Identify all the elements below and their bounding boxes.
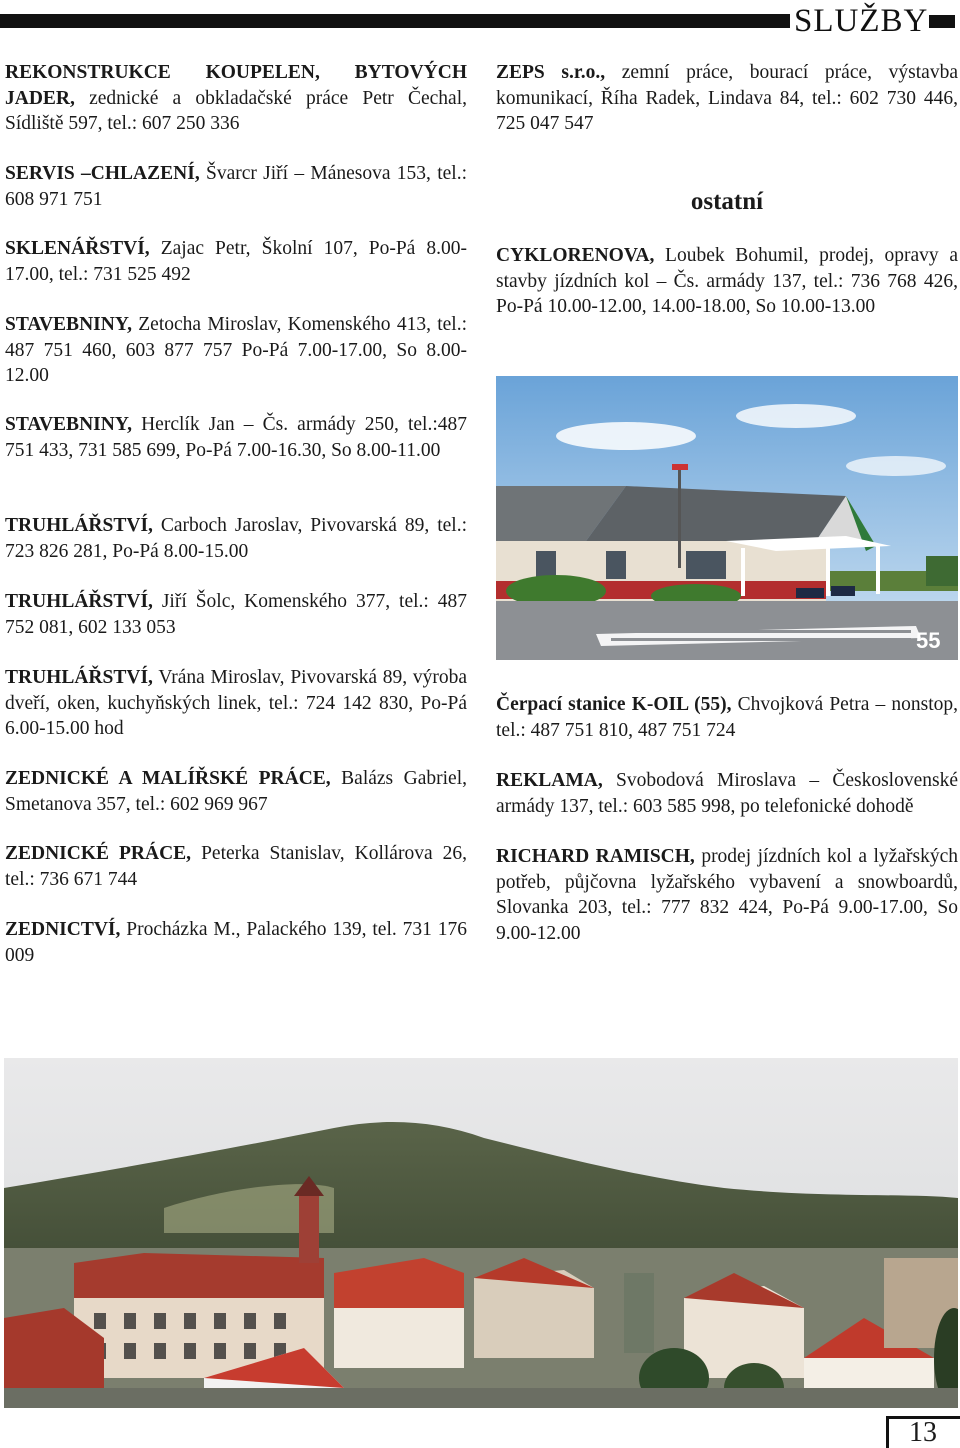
entry-name: REKLAMA, [496, 770, 603, 791]
entry-name: SKLENÁŘSTVÍ, [5, 238, 150, 259]
entry-name: CYKLORENOVA, [496, 245, 655, 266]
entry-name: STAVEBNINY, [5, 314, 132, 335]
directory-entry [5, 60, 467, 137]
directory-entry [5, 312, 467, 389]
entry-name: ZEDNICTVÍ, [5, 919, 121, 940]
entry-name: ZEPS s.r.o., [496, 62, 606, 83]
header-rule [0, 14, 790, 28]
page-number-box [886, 1414, 960, 1448]
section-heading: ostatní [690, 188, 764, 215]
entry-name: ZEDNICKÉ A MALÍŘSKÉ PRÁCE, [5, 768, 331, 789]
entry-name: SERVIS –CHLAZENÍ, [5, 163, 200, 184]
entry-name: Čerpací stanice K-OIL (55), [496, 694, 732, 715]
directory-entry [5, 917, 467, 968]
entry-name: STAVEBNINY, [5, 414, 132, 435]
directory-entry [5, 236, 467, 287]
page-number: 13 [909, 1417, 937, 1448]
entry-details: Procházka M., Palackého 139, tel. 731 176 009 [5, 919, 467, 966]
entry-name: TRUHLÁŘSTVÍ, [5, 591, 153, 612]
entry-name: TRUHLÁŘSTVÍ, [5, 515, 153, 536]
station-number-badge: 55 [916, 628, 941, 653]
directory-entry [5, 513, 467, 564]
directory-entry [5, 589, 467, 640]
directory-entry [496, 60, 958, 137]
entry-details: Balázs Gabriel, Smetanova 357, tel.: 602 969 967 [5, 768, 467, 815]
entry-name: TRUHLÁŘSTVÍ, [5, 667, 153, 688]
town-panorama-photo [4, 1058, 958, 1408]
header-square [929, 15, 955, 28]
entry-details: Peterka Stanislav, Kollárova 26, tel.: 736 671 744 [5, 843, 467, 890]
entry-details: Chvojková Petra – nonstop, tel.: 487 751 810, 487 751 724 [496, 694, 958, 741]
entry-name: REKONSTRUKCE KOUPELEN, BYTOVÝCH JADER, [5, 62, 467, 109]
directory-entry [5, 665, 467, 742]
entry-details: Carboch Jaroslav, Pivovarská 89, tel.: 723 826 281, Po-Pá 8.00-15.00 [5, 515, 467, 562]
directory-entry [496, 768, 958, 819]
entry-details: Loubek Bohumil, prodej, opravy a stavby jízdních kol – Čs. armády 137, tel.: 736 768 426, Po-Pá 10.00-12.00, 14.00-18.00, So 10.00-13.00 [496, 245, 958, 317]
directory-entry [5, 766, 467, 817]
directory-entry [5, 161, 467, 212]
entry-details: Švarcr Jiří – Mánesova 153, tel.: 608 971 751 [5, 163, 467, 210]
directory-entry [5, 412, 467, 463]
entry-details: Svobodová Miroslava – Československé armády 137, tel.: 603 585 998, po telefonické dohodě [496, 770, 958, 817]
entry-details: zednické a obkladačské práce Petr Čechal, Sídliště 597, tel.: 607 250 336 [5, 87, 467, 134]
entry-details: Zajac Petr, Školní 107, Po-Pá 8.00-17.00, tel.: 731 525 492 [5, 238, 467, 285]
directory-entry [496, 844, 958, 946]
entry-details: Herclík Jan – Čs. armády 250, tel.:487 751 433, 731 585 699, Po-Pá 7.00-16.30, So 8.00-11.00 [5, 414, 467, 461]
page-title: SLUŽBY [794, 3, 929, 39]
entry-name: ZEDNICKÉ PRÁCE, [5, 843, 192, 864]
entry-name: RICHARD RAMISCH, [496, 846, 695, 867]
directory-entry [496, 692, 958, 743]
directory-entry [5, 841, 467, 892]
directory-entry [496, 243, 958, 320]
gas-station-photo [496, 376, 958, 660]
entry-details: prodej jízdních kol a lyžařských potřeb, půjčovna lyžařského vybavení a snowboardů, Slovanka 203, tel.: 777 832 424, Po-Pá 9.00-17.00, So 9.00-12.00 [496, 846, 959, 944]
entry-details: Vrána Miroslav, Pivovarská 89, výroba dveří, oken, kuchyňských linek, tel.: 724 142 830, Po-Pá 6.00-15.00 hod [5, 667, 467, 739]
entry-details: zemní práce, bourací práce, výstavba komunikací, Říha Radek, Lindava 84, tel.: 602 730 446, 725 047 547 [496, 62, 958, 134]
entry-details: Jiří Šolc, Komenského 377, tel.: 487 752 081, 602 133 053 [5, 591, 467, 638]
entry-details: Zetocha Miroslav, Komenského 413, tel.: 487 751 460, 603 877 757 Po-Pá 7.00-17.00, So 8.00-12.00 [5, 314, 467, 386]
